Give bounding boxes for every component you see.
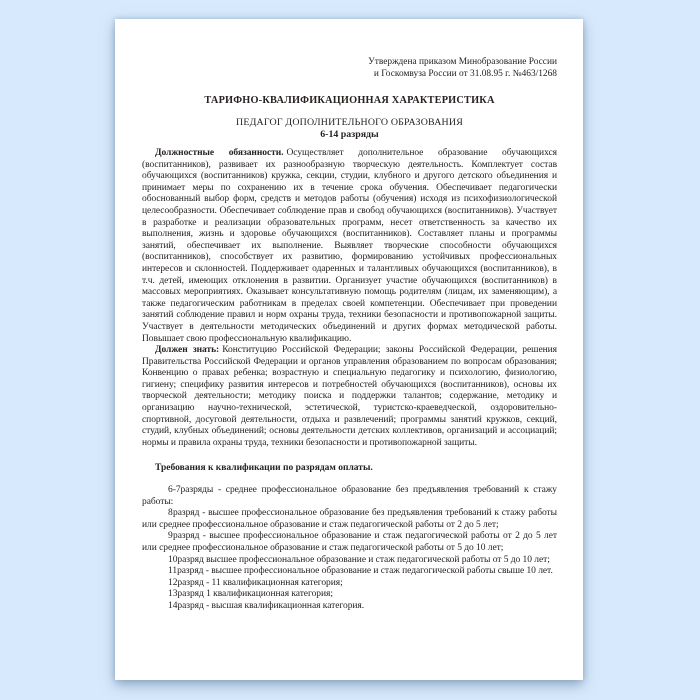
must-know-text: Конституцию Российской Федерации; законы Российской Федерации, решения Правительства Российской Федерации и органов управления образованием по вопросам образования; Конвенцию о правах ребенка; возрастную и специальную педагогику и психологию, физиологию, гигиену; специфику развития интересов и потребностей обучающихся (воспитанников), основы их творческой деятельности; методику поиска и поддержки талантов; содержание, методику и организацию научно-технической, эстетической, туристско-краеведческой, оздоровительно-спортивной, досуговой деятельности, отдыха и развлечений; программы занятий кружков, секций, студий, клубных объединений; основы деятельности детских коллективов, организаций и ассоциаций; нормы и правила охраны труда, техники безопасности и противопожарной защиты. [142,345,557,448]
grade-text: разряды - среднее профессиональное образование без предъявления требований к стажу работы: [142,485,557,507]
approval-line-2: и Госкомвуза России от 31.08.95 г. №463/1268 [373,68,557,79]
position-title: ПЕДАГОГ ДОПОЛНИТЕЛЬНОГО ОБРАЗОВАНИЯ [236,117,463,128]
approval-line-1: Утверждена приказом Минобразование России [368,57,557,67]
grade-text: разряд - высшее профессиональное образование и стаж педагогической работы от 2 до 5 лет или среднее профессиональное образование и стаж педагогической работы от 5 до 10 лет; [142,531,557,553]
requirement-item [142,485,557,508]
document-title: ТАРИФНО-КВАЛИФИКАЦИОННАЯ ХАРАКТЕРИСТИКА [204,95,495,106]
grade-number: 12 [168,577,178,588]
approval-note [142,57,557,80]
grade-range: 6-14 разряды [320,128,379,140]
duties-text: Осуществляет дополнительное образование обучающихся (воспитанников), развивает их разнообразную творческую деятельность. Комплектует состав обучающихся (воспитанников) кружка, секции, студии, клубного и другого детского объединения и принимает меры по сохранению их в течение срока обучения. Обеспечивает педагогически обоснованный выбор форм, средств и методов работы (обучения) исходя из психофизиологической целесообразности. Обеспечивает соблюдение прав и свобод обучающихся (воспитанников). Участвует в разработке и реализации образовательных программ, несет ответственность за качество их выполнения, жизнь и здоровье обучающихся (воспитанников). Составляет планы и программы занятий, обеспечивает их выполнение. Выявляет творческие способности обучающихся (воспитанников), способствует их развитию, формированию устойчивых профессиональных интересов и склонностей. Поддерживает одаренных и талантливых обучающихся (воспитанников), в т.ч. детей, имеющих отклонения в развитии. Организует участие обучающихся (воспитанников) в массовых мероприятиях. Оказывает консультативную помощь родителям (лицам, их заменяющим), а также педагогическим работникам в пределах своей компетенции. Обеспечивает при проведении занятий соблюдение правил и норм охраны труда, техники безопасности и противопожарной защиты. Участвует в деятельности методических объединений и других формах методической работы. Повышает свою профессиональную квалификацию. [142,148,558,344]
grade-number: 8 [168,508,173,519]
requirement-item [142,508,557,531]
grade-number: 10 [168,554,178,565]
requirement-item [142,589,557,601]
requirement-item [142,555,557,567]
document-page [115,19,583,680]
requirement-item [142,531,557,554]
requirement-item [142,566,557,578]
grade-text: разряд высшее профессиональное образование и стаж педагогической работы от 5 до 10 лет; [177,554,550,565]
requirements-heading: Требования к квалификации по разрядам оплаты. [155,463,373,474]
grade-text: разряд - высшее профессиональное образование без предъявления требований к стажу работы или среднее профессиональное образование и стаж педагогической работы от 2 до 5 лет; [142,508,557,530]
duties-paragraph [142,148,557,345]
grade-number: 6-7 [168,485,181,496]
grade-text: разряд - высшее профессиональное образование и стаж педагогической работы свыше 10 лет. [177,566,553,577]
grade-number: 9 [168,531,173,542]
grade-number: 14 [168,600,178,611]
grade-number: 11 [168,566,178,577]
grade-text: разряд 1 квалификационная категория; [177,589,333,600]
must-know-label: Должен знать: [155,345,220,356]
requirements-list [142,485,557,613]
grade-text: разряд - высшая квалификационная категория. [177,600,365,611]
duties-label: Должностные обязанности. [155,148,284,158]
grade-number: 13 [168,589,178,600]
grade-text: разряд - 11 квалификационная категория; [177,577,343,588]
must-know-paragraph [142,345,557,449]
requirement-item [142,601,557,613]
requirement-item [142,578,557,590]
